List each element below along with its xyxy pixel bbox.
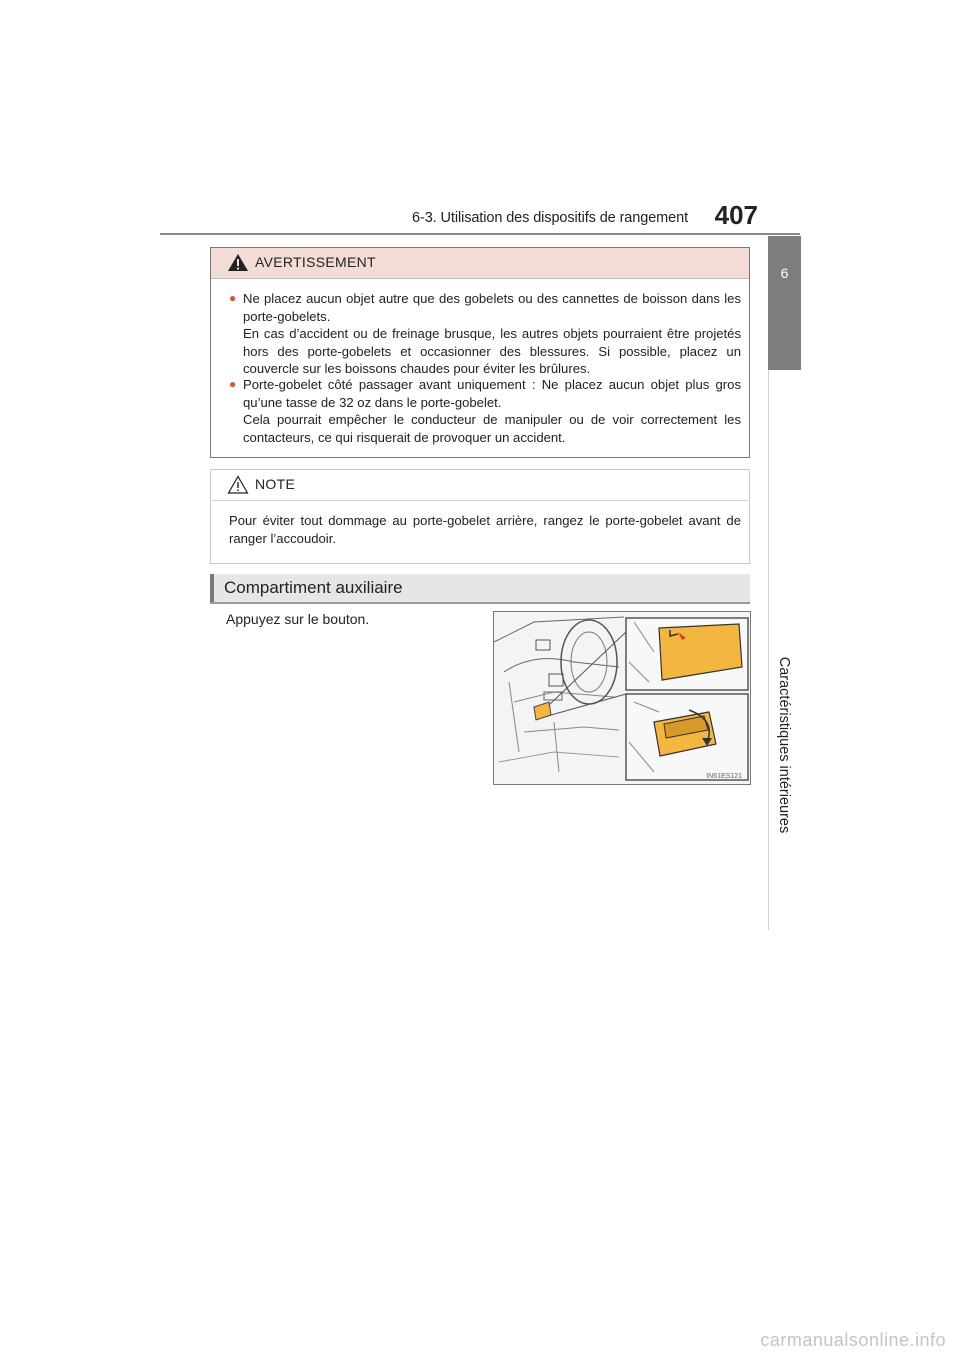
note-header (211, 470, 749, 501)
bullet-icon: ● (229, 377, 237, 391)
chapter-title: Caractéristiques intérieures (776, 656, 792, 834)
warning-item-1 (229, 290, 741, 378)
section-accent (210, 574, 214, 602)
figure-code: IN61ES121 (706, 773, 742, 780)
illustration-drawing (494, 612, 751, 785)
chapter-tab (768, 236, 801, 370)
warning-item-1-text: Ne placez aucun objet autre que des gobelets ou des cannettes de boisson dans les porte-gobelets. (243, 291, 741, 324)
note-text: Pour éviter tout dommage au porte-gobelet arrière, rangez le porte-gobelet avant de ranger l’accoudoir. (229, 513, 741, 546)
warning-box (210, 247, 750, 458)
watermark: carmanualsonline.info (760, 1330, 946, 1350)
warning-item-2-text: Porte-gobelet côté passager avant uniquement : Ne placez aucun objet plus gros qu’une tasse de 32 oz dans le porte-gobelet. (243, 377, 741, 410)
instruction-text: Appuyez sur le bouton. (226, 611, 370, 627)
page-header (160, 200, 800, 236)
warning-header (211, 248, 749, 279)
caution-triangle-icon (227, 475, 249, 494)
section-heading: 6-3. Utilisation des dispositifs de rangement (412, 210, 688, 226)
warning-item-2-detail: Cela pourrait empêcher le conducteur de manipuler ou de voir correctement les contacteurs, ce qui risquerait de provoquer un accident. (243, 412, 741, 445)
note-box (210, 469, 750, 564)
section-underline (210, 602, 750, 604)
chapter-number: 6 (780, 265, 789, 281)
warning-title: AVERTISSEMENT (255, 254, 376, 270)
warning-triangle-icon (227, 253, 249, 272)
section-heading-bar (210, 574, 750, 602)
bullet-icon: ● (229, 291, 237, 305)
page-number: 407 (714, 200, 758, 230)
chapter-tab-line (768, 370, 769, 930)
glovebox-illustration (493, 611, 751, 785)
section-title: Compartiment auxiliaire (224, 578, 403, 597)
warning-item-1-detail: En cas d’accident ou de freinage brusque, les autres objets pourraient être projetés hors des porte-gobelets et occasionner des blessures. Si possible, placez un couvercle sur les boissons chaudes pour éviter les brûlures. (243, 326, 741, 376)
warning-item-2 (229, 376, 741, 446)
note-title: NOTE (255, 476, 296, 492)
header-rule (160, 233, 800, 235)
